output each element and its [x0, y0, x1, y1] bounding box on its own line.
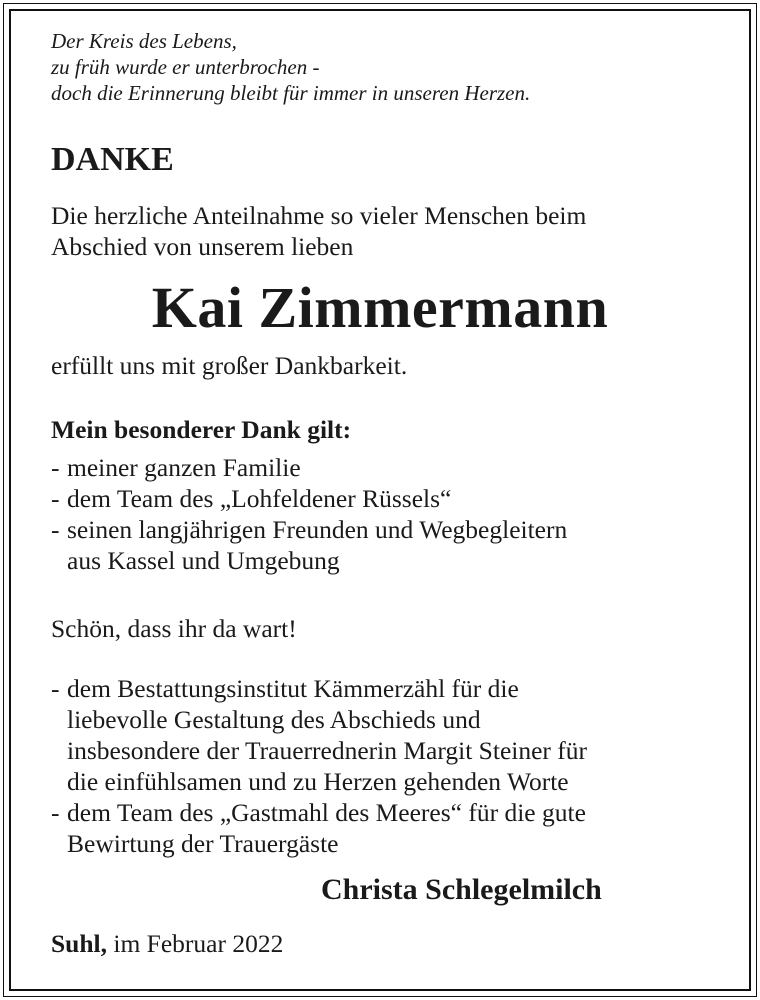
list-item-line: dem Bestattungsinstitut Kämmerzähl für die	[67, 674, 519, 703]
motto-line: zu früh wurde er unterbrochen -	[51, 55, 320, 79]
gratitude-line: erfüllt uns mit großer Dankbarkeit.	[51, 351, 408, 380]
intro-line: Die herzliche Anteilnahme so vieler Menschen beim	[51, 201, 587, 230]
motto	[51, 28, 530, 106]
thanks-list-1	[51, 452, 567, 576]
list-item-line: Bewirtung der Trauergäste	[67, 829, 339, 858]
list-item-line: liebevolle Gestaltung des Abschieds und	[67, 705, 481, 734]
list-dash: -	[51, 484, 60, 513]
list-item-line: dem Team des „Gastmahl des Meeres“ für die gute	[67, 798, 586, 827]
list-item	[51, 514, 567, 576]
list-dash: -	[51, 798, 60, 827]
thanks-heading: Mein besonderer Dank gilt:	[51, 415, 352, 444]
intro-line: Abschied von unserem lieben	[51, 232, 354, 261]
place-city: Suhl,	[51, 929, 108, 958]
list-item	[51, 797, 587, 859]
place-date	[51, 928, 283, 959]
list-item-line: seinen langjährigen Freunden und Wegbegleitern	[67, 515, 568, 544]
list-dash: -	[51, 453, 60, 482]
list-item	[51, 673, 587, 797]
place-date-text: im Februar 2022	[113, 929, 284, 958]
list-item-line: meiner ganzen Familie	[67, 453, 301, 482]
list-item-line: aus Kassel und Umgebung	[67, 546, 340, 575]
motto-line: doch die Erinnerung bleibt für immer in unseren Herzen.	[51, 81, 531, 105]
motto-line: Der Kreis des Lebens,	[51, 29, 237, 53]
list-item	[51, 483, 567, 514]
list-dash: -	[51, 674, 60, 703]
list-item-line: die einfühlsamen und zu Herzen gehenden Worte	[67, 767, 569, 796]
signature: Christa Schlegelmilch	[321, 873, 602, 906]
deceased-name: Kai Zimmermann	[151, 275, 609, 340]
thanks-list-2	[51, 673, 587, 859]
list-item-line: insbesondere der Trauerrednerin Margit Steiner für	[67, 736, 588, 765]
closing-phrase: Schön, dass ihr da wart!	[51, 614, 297, 643]
heading-danke: DANKE	[51, 141, 174, 178]
list-item-line: dem Team des „Lohfeldener Rüssels“	[67, 484, 452, 513]
list-item	[51, 452, 567, 483]
list-dash: -	[51, 515, 60, 544]
intro-text	[51, 200, 586, 262]
